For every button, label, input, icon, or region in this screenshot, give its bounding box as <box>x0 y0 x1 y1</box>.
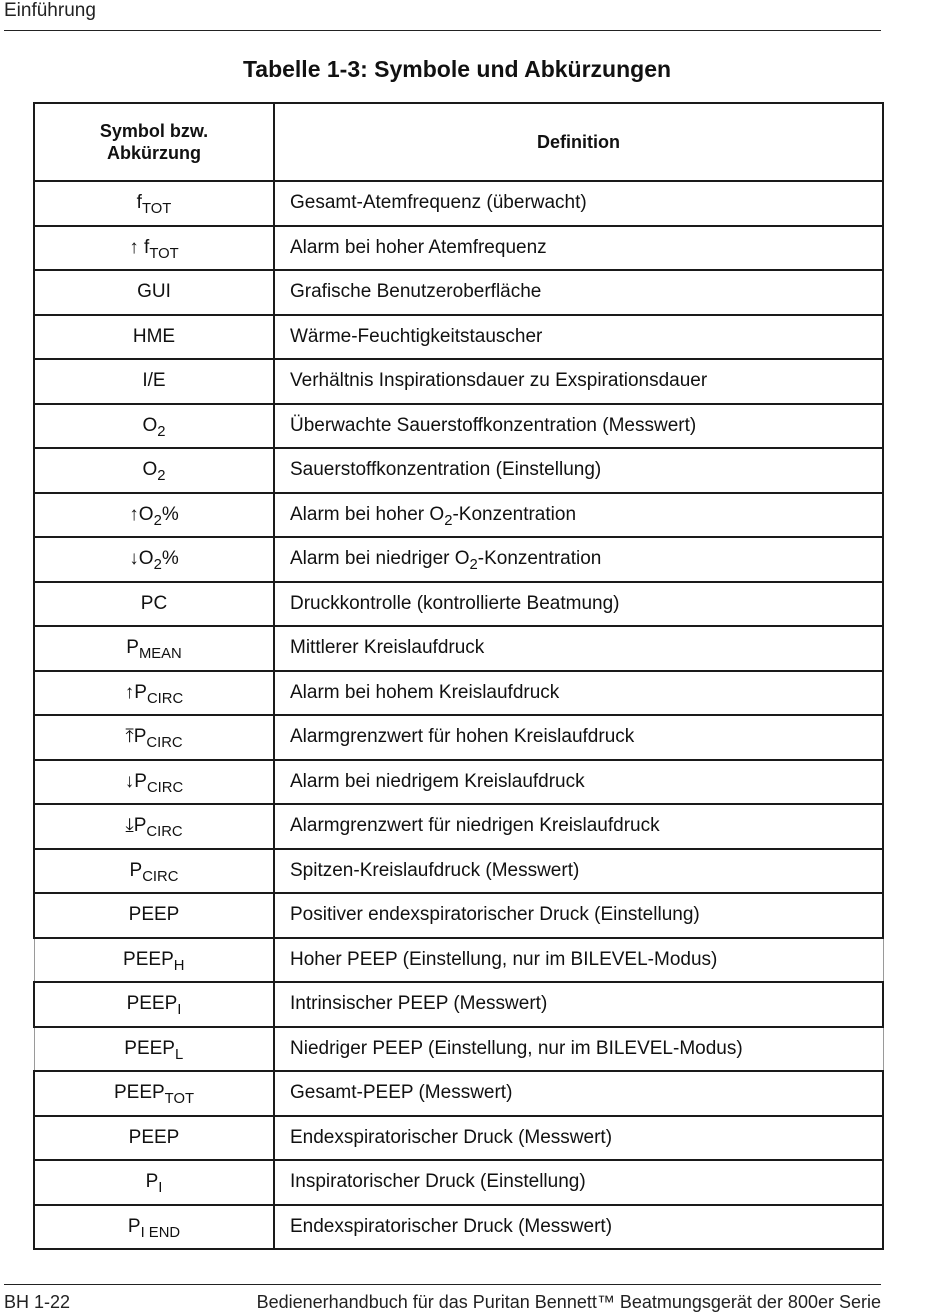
symbol-cell <box>34 270 274 315</box>
symbol-cell <box>34 1205 274 1250</box>
footer-rule <box>4 1284 881 1285</box>
definition-cell <box>274 226 883 271</box>
table-row <box>34 1160 883 1205</box>
symbol-text: O <box>142 414 158 436</box>
header-rule <box>4 30 881 31</box>
symbol-text: GUI <box>137 281 171 303</box>
symbol-suffix: % <box>161 548 179 570</box>
symbol-cell <box>34 804 274 849</box>
symbol-text: P <box>127 1215 141 1237</box>
column-header-definition: Definition <box>274 103 883 181</box>
table-row <box>34 404 883 449</box>
symbol-subscript: 2 <box>157 468 166 485</box>
symbol-cell <box>34 448 274 493</box>
table-row <box>34 1027 883 1072</box>
definition-cell <box>274 315 883 360</box>
symbol-cell <box>34 226 274 271</box>
symbol-text: PC <box>140 592 168 614</box>
definition-text: Spitzen-Kreislaufdruck (Messwert) <box>290 859 580 881</box>
table-row <box>34 448 883 493</box>
symbol-text: ⤓P <box>125 815 147 837</box>
symbol-text: PEEP <box>124 1037 175 1059</box>
symbol-subscript: CIRC <box>146 735 183 752</box>
table-row <box>34 181 883 226</box>
symbol-text: HME <box>132 325 176 347</box>
definition-cell <box>274 982 883 1027</box>
definition-cell <box>274 493 883 538</box>
symbol-cell <box>34 181 274 226</box>
symbol-text: ↑O <box>129 503 154 525</box>
symbol-cell <box>34 404 274 449</box>
symbol-subscript: I END <box>140 1224 181 1241</box>
symbol-text: PEEP <box>128 904 180 926</box>
symbol-text: PEEP <box>113 1082 165 1104</box>
definition-text: Alarm bei hoher Atemfrequenz <box>290 236 547 258</box>
symbol-subscript: CIRC <box>146 690 184 707</box>
table-row <box>34 626 883 671</box>
symbol-cell <box>34 582 274 627</box>
definition-cell <box>274 715 883 760</box>
definition-text: Gesamt-PEEP (Messwert) <box>290 1082 513 1104</box>
symbol-subscript: CIRC <box>142 868 179 885</box>
symbol-cell <box>34 493 274 538</box>
definition-cell <box>274 270 883 315</box>
symbol-text: PEEP <box>126 993 178 1015</box>
table-row <box>34 804 883 849</box>
definition-cell <box>274 938 883 983</box>
table-title: Tabelle 1-3: Symbole und Abkürzungen <box>242 56 672 82</box>
symbol-subscript: I <box>158 1180 163 1197</box>
symbol-subscript: MEAN <box>138 646 182 663</box>
table-row <box>34 938 883 983</box>
symbol-text: ⤒P <box>125 726 147 748</box>
definition-text: Endexspiratorischer Druck (Messwert) <box>290 1215 613 1237</box>
symbol-text: ↑P <box>124 681 147 703</box>
definition-text: Grafische Benutzeroberfläche <box>290 281 542 303</box>
symbol-subscript: TOT <box>149 245 179 262</box>
symbol-cell <box>34 982 274 1027</box>
table-row <box>34 1116 883 1161</box>
definition-cell <box>274 626 883 671</box>
symbol-subscript: 2 <box>157 423 166 440</box>
table-row <box>34 715 883 760</box>
table-row <box>34 1205 883 1250</box>
symbol-text: PEEP <box>128 1126 180 1148</box>
definition-subscript: 2 <box>444 512 453 529</box>
definition-cell <box>274 537 883 582</box>
symbol-cell <box>34 1027 274 1072</box>
table-header-row <box>34 103 883 181</box>
definition-cell <box>274 1071 883 1116</box>
definition-text: Positiver endexspiratorischer Druck (Einstellung) <box>290 904 700 926</box>
definition-cell <box>274 181 883 226</box>
definition-cell <box>274 1205 883 1250</box>
symbol-text: P <box>126 637 139 659</box>
table-row <box>34 270 883 315</box>
definition-cell <box>274 893 883 938</box>
definition-cell <box>274 448 883 493</box>
table-row <box>34 359 883 404</box>
symbol-cell <box>34 315 274 360</box>
symbol-text: I/E <box>142 370 166 392</box>
table-row <box>34 537 883 582</box>
symbol-text: P <box>145 1171 159 1193</box>
definition-text-suffix: -Konzentration <box>477 548 602 570</box>
definition-text: Alarm bei niedriger O <box>290 548 470 570</box>
definition-cell <box>274 582 883 627</box>
symbols-table <box>33 102 884 1250</box>
symbol-text: PEEP <box>123 948 174 970</box>
symbol-cell <box>34 893 274 938</box>
symbol-text: ↓P <box>124 770 147 792</box>
column-header-symbol-line2: Abkürzung <box>107 143 201 163</box>
symbol-cell <box>34 537 274 582</box>
table-row <box>34 982 883 1027</box>
definition-text-suffix: -Konzentration <box>452 503 577 525</box>
manual-title: Bedienerhandbuch für das Puritan Bennett™ Beatmungsgerät der 800er Serie <box>256 1292 881 1312</box>
definition-cell <box>274 760 883 805</box>
definition-text: Druckkontrolle (kontrollierte Beatmung) <box>290 592 620 614</box>
table-row <box>34 760 883 805</box>
symbol-cell <box>34 849 274 894</box>
symbol-cell <box>34 1160 274 1205</box>
definition-cell <box>274 1116 883 1161</box>
symbol-text: O <box>142 459 158 481</box>
definition-text: Endexspiratorischer Druck (Messwert) <box>290 1126 613 1148</box>
definition-text: Gesamt-Atemfrequenz (überwacht) <box>290 192 587 214</box>
definition-text: Alarmgrenzwert für hohen Kreislaufdruck <box>290 726 635 748</box>
symbol-cell <box>34 1071 274 1116</box>
table-row <box>34 315 883 360</box>
definition-text: Alarm bei hoher O <box>290 503 445 525</box>
symbol-subscript: TOT <box>141 201 172 218</box>
running-header: Einführung <box>4 0 96 21</box>
symbol-suffix: % <box>161 503 179 525</box>
definition-cell <box>274 804 883 849</box>
table-row <box>34 849 883 894</box>
symbol-subscript: L <box>174 1046 184 1063</box>
definition-text: Alarm bei hohem Kreislaufdruck <box>290 681 560 703</box>
definition-cell <box>274 849 883 894</box>
definition-text: Alarmgrenzwert für niedrigen Kreislaufdruck <box>290 815 660 837</box>
definition-text: Verhältnis Inspirationsdauer zu Exspirationsdauer <box>290 370 708 392</box>
symbol-cell <box>34 760 274 805</box>
table-row <box>34 493 883 538</box>
definition-text: Wärme-Feuchtigkeitstauscher <box>290 325 543 347</box>
definition-subscript: 2 <box>469 557 478 574</box>
definition-text: Sauerstoffkonzentration (Einstellung) <box>290 459 602 481</box>
symbol-cell <box>34 938 274 983</box>
definition-text: Hoher PEEP (Einstellung, nur im BILEVEL-Modus) <box>290 948 718 970</box>
definition-cell <box>274 1160 883 1205</box>
table-row <box>34 1071 883 1116</box>
definition-text: Überwachte Sauerstoffkonzentration (Messwert) <box>290 414 697 436</box>
column-header-symbol-line1: Symbol bzw. <box>99 121 209 141</box>
definition-text: Inspiratorischer Druck (Einstellung) <box>290 1171 586 1193</box>
symbol-cell <box>34 1116 274 1161</box>
definition-text: Niedriger PEEP (Einstellung, nur im BILEVEL-Modus) <box>290 1037 743 1059</box>
definition-cell <box>274 671 883 716</box>
symbol-subscript: 2 <box>153 512 162 529</box>
symbol-cell <box>34 626 274 671</box>
symbol-subscript: CIRC <box>146 824 183 841</box>
symbol-text: P <box>129 859 143 881</box>
table-row <box>34 226 883 271</box>
symbol-subscript: I <box>177 1002 182 1019</box>
symbol-cell <box>34 715 274 760</box>
symbol-subscript: CIRC <box>146 779 184 796</box>
definition-cell <box>274 404 883 449</box>
definition-text: Alarm bei niedrigem Kreislaufdruck <box>290 770 585 792</box>
symbol-text: f <box>136 192 142 214</box>
symbol-cell <box>34 671 274 716</box>
definition-cell <box>274 359 883 404</box>
definition-text: Intrinsischer PEEP (Messwert) <box>290 993 548 1015</box>
table-row <box>34 671 883 716</box>
symbol-cell <box>34 359 274 404</box>
definition-text: Mittlerer Kreislaufdruck <box>290 637 485 659</box>
table-row <box>34 582 883 627</box>
symbol-subscript: H <box>173 957 185 974</box>
symbol-text: ↓O <box>129 548 154 570</box>
definition-cell <box>274 1027 883 1072</box>
column-header-symbol <box>34 103 274 181</box>
page-number: BH 1-22 <box>4 1292 71 1312</box>
table-row <box>34 893 883 938</box>
symbol-subscript: 2 <box>153 557 162 574</box>
symbol-text: ↑ f <box>129 236 150 258</box>
symbol-subscript: TOT <box>164 1091 195 1108</box>
